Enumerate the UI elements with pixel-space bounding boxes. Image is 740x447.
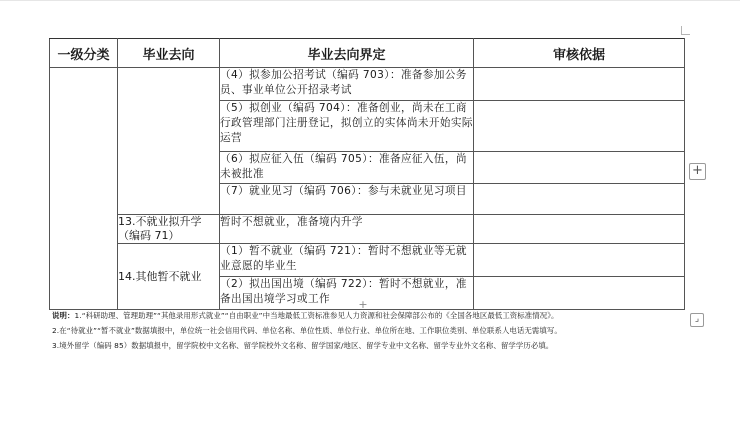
definition-cell[interactable]: （4）拟参加公招考试（编码 703）：准备参加公务员、事业单位公开招录考试	[220, 68, 474, 101]
add-cell-icon[interactable]: +	[358, 298, 368, 311]
destination-table	[49, 38, 685, 310]
header-category: 一级分类	[50, 39, 118, 68]
table-row	[50, 215, 685, 244]
basis-cell[interactable]	[474, 184, 685, 215]
table-header-row	[50, 39, 685, 68]
table-row	[50, 244, 685, 277]
definition-cell[interactable]: （5）拟创业（编码 704）：准备创业，尚未在工商行政管理部门注册登记，拟创立的实体尚未开始实际运营	[220, 101, 474, 152]
note-line-3: 3.境外留学（编码 85）数据填报中，留学院校中文名称、留学院校外文名称、留学国家/地区、留学专业中文名称、留学专业外文名称、留学学历必填。	[52, 341, 554, 350]
header-definition: 毕业去向界定	[220, 39, 474, 68]
category-cell[interactable]	[50, 68, 118, 310]
definition-cell[interactable]: （1）暂不就业（编码 721）：暂时不想就业等无就业意愿的毕业生	[220, 244, 474, 277]
notes-block	[52, 308, 692, 353]
basis-cell[interactable]	[474, 244, 685, 277]
note-line-1	[52, 308, 692, 323]
add-row-button[interactable]: +	[689, 163, 706, 180]
destination-cell[interactable]	[118, 68, 220, 215]
basis-cell[interactable]	[474, 101, 685, 152]
notes-label: 说明：	[52, 311, 75, 320]
definition-cell[interactable]: （6）拟应征入伍（编码 705）：准备应征入伍，尚未被批准	[220, 152, 474, 184]
page-top-edge	[0, 0, 740, 5]
basis-cell[interactable]	[474, 68, 685, 101]
definition-cell[interactable]: 暂时不想就业，准备境内升学	[220, 215, 474, 244]
basis-cell[interactable]	[474, 152, 685, 184]
definition-cell[interactable]: （2）拟出国出境（编码 722）：暂时不想就业，准备出国出境学习或工作	[220, 277, 474, 310]
note-text-1: 1.“科研助理、管理助理”“其他录用形式就业”“自由职业”中当地最低工资标准参见人力资源和社会保障部公布的《全国各地区最低工资标准情况》。	[74, 311, 559, 320]
destination-cell[interactable]: 13.不就业拟升学（编码 71）	[118, 215, 220, 244]
basis-cell[interactable]	[474, 215, 685, 244]
table-resize-handle[interactable]: ⌟	[690, 313, 704, 327]
definition-cell[interactable]: （7）就业见习（编码 706）：参与未就业见习项目	[220, 184, 474, 215]
table-row	[50, 68, 685, 101]
basis-cell[interactable]	[474, 277, 685, 310]
note-line-2: 2.在“待就业”“暂不就业”数据填报中，单位统一社会信用代码、单位名称、单位性质、单位行业、单位所在地、工作职位类别、单位联系人电话无需填写。	[52, 326, 562, 335]
header-basis: 审核依据	[474, 39, 685, 68]
destination-cell[interactable]: 14.其他暂不就业	[118, 244, 220, 310]
crop-mark	[681, 26, 690, 35]
header-destination: 毕业去向	[118, 39, 220, 68]
